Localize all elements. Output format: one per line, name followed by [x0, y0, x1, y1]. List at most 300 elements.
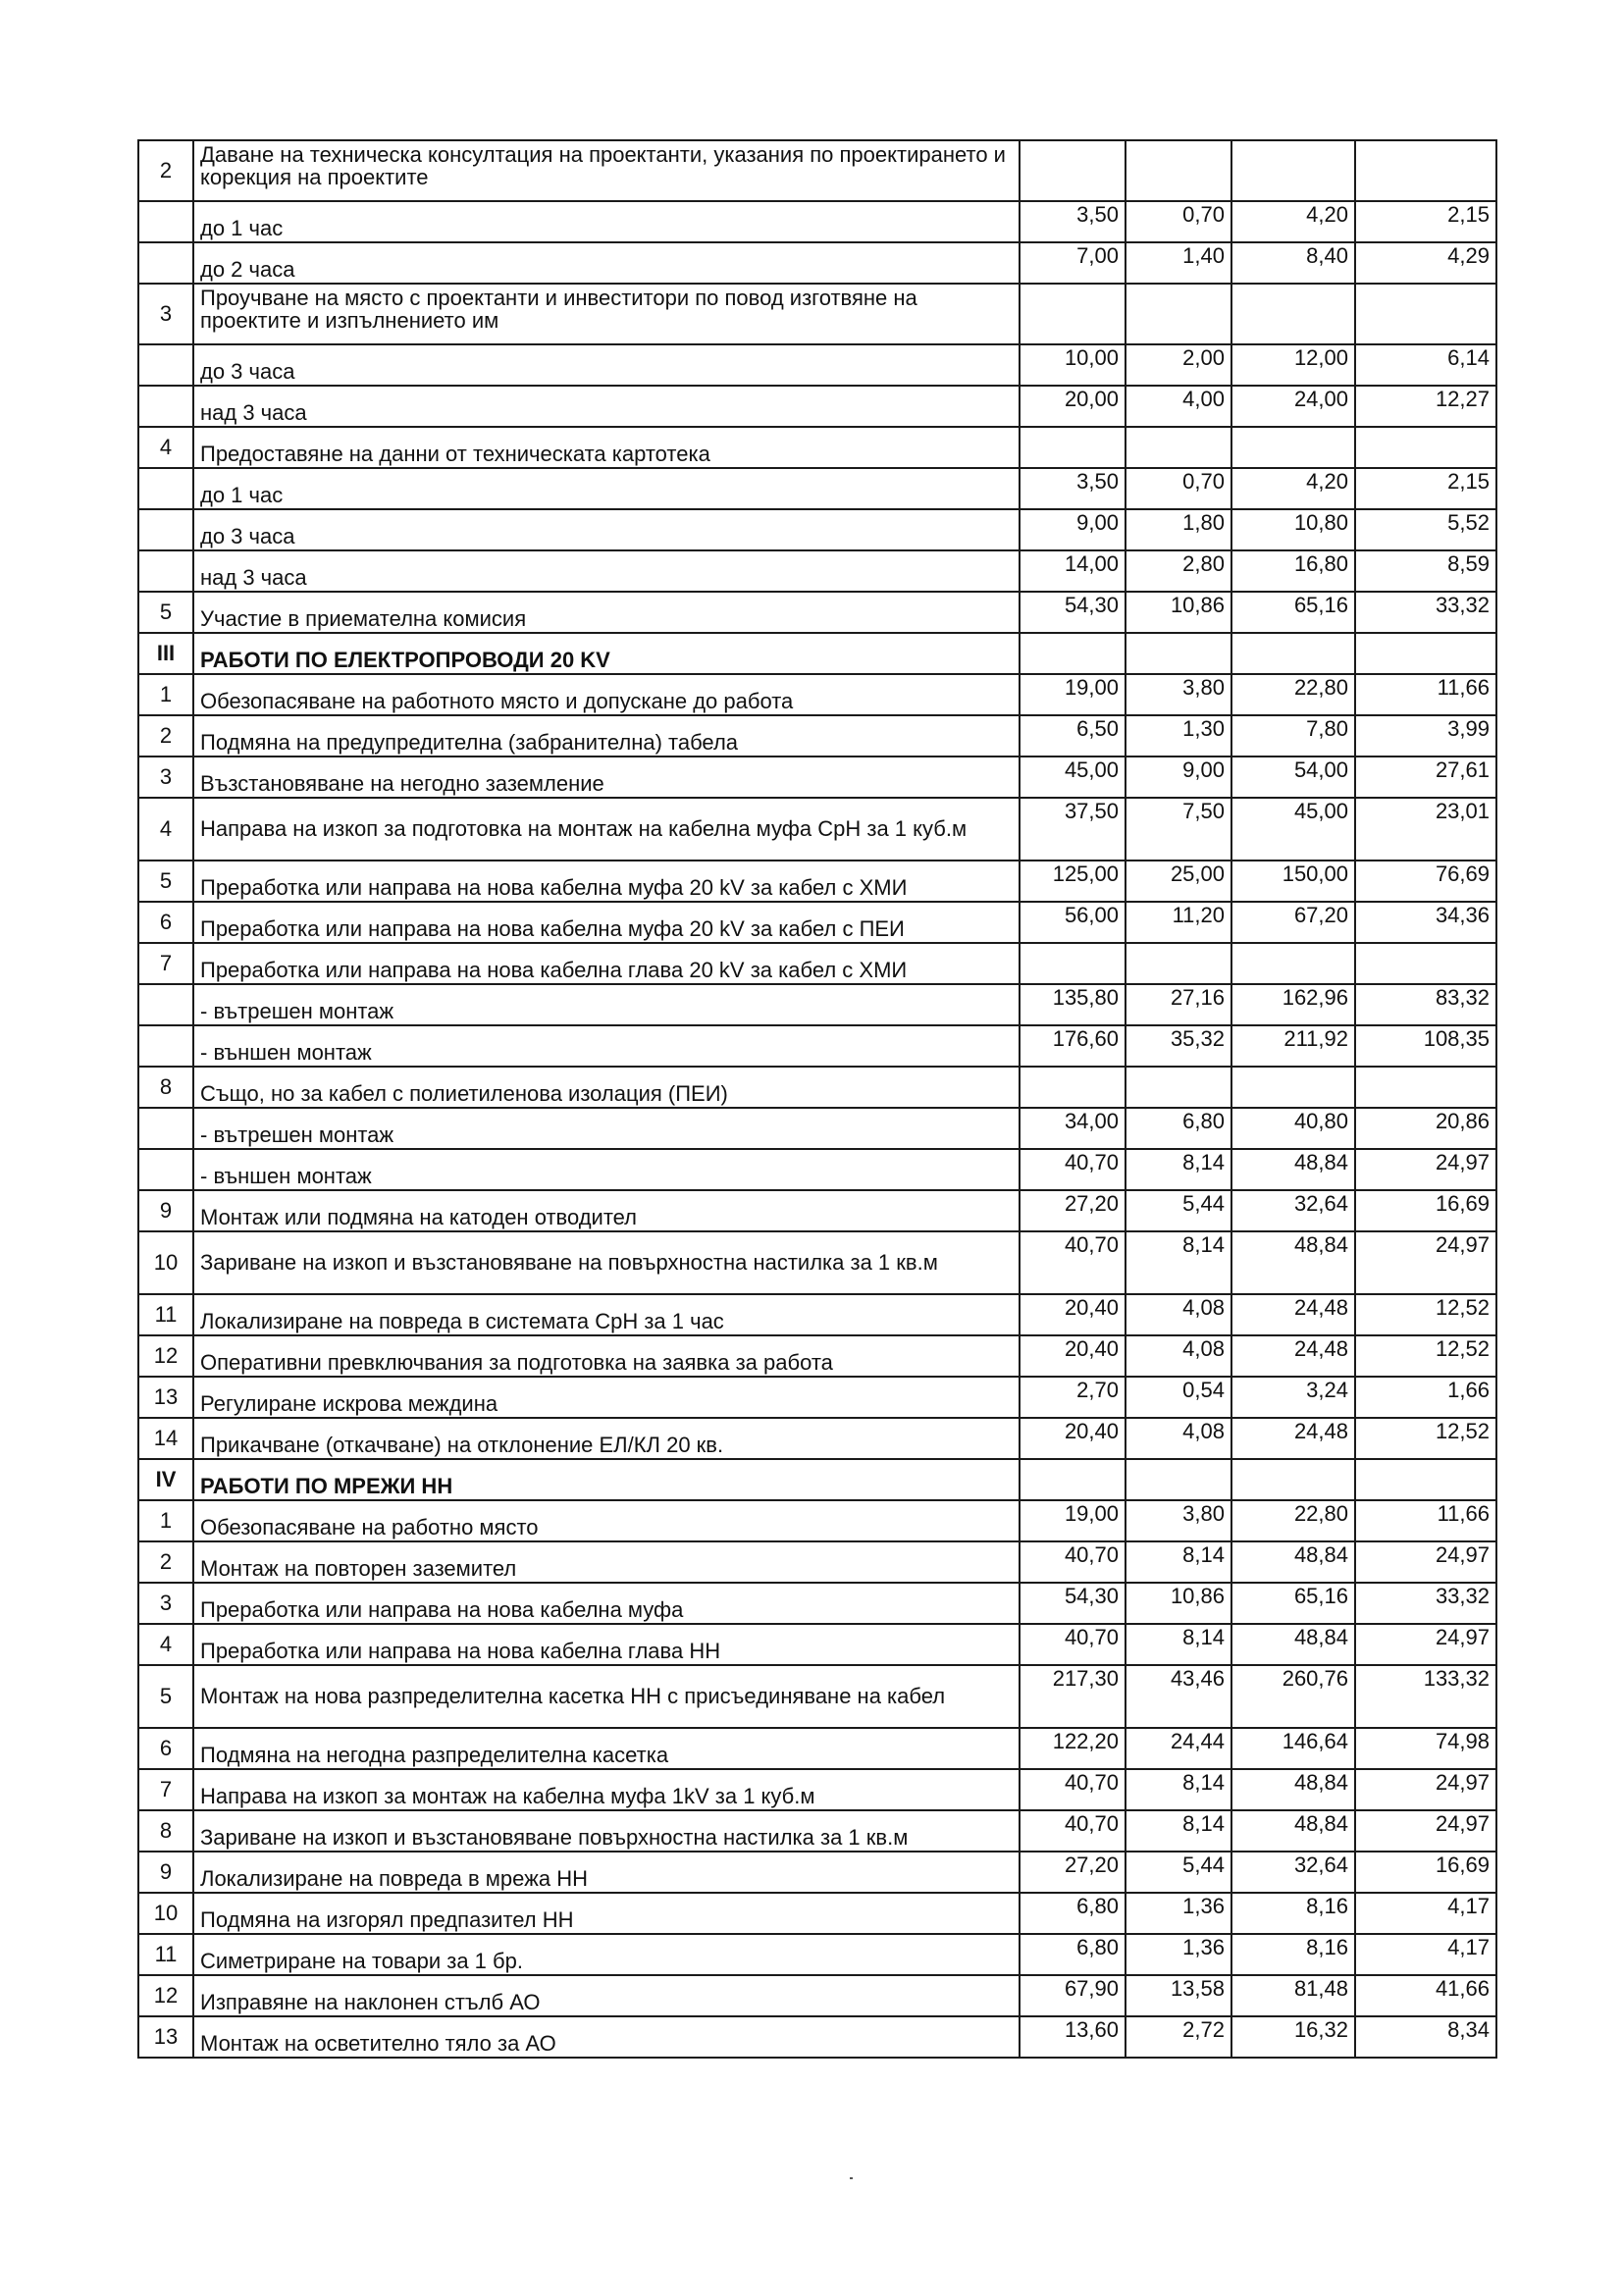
row-number: 8 — [138, 1810, 193, 1852]
section-header-row — [138, 633, 1496, 674]
row-description: Монтаж или подмяна на катоден отводител — [193, 1190, 1020, 1231]
value-col-4: 24,97 — [1355, 1231, 1496, 1294]
row-description: - вътрешен монтаж — [193, 1108, 1020, 1149]
value-col-2 — [1126, 427, 1231, 468]
value-col-4: 12,27 — [1355, 386, 1496, 427]
value-col-1 — [1020, 427, 1126, 468]
row-description: Зариване на изкоп и възстановяване повърхностна настилка за 1 кв.м — [193, 1810, 1020, 1852]
value-col-1: 40,70 — [1020, 1149, 1126, 1190]
value-col-3: 22,80 — [1231, 1500, 1355, 1541]
value-col-3: 24,48 — [1231, 1335, 1355, 1377]
value-col-4: 4,17 — [1355, 1934, 1496, 1975]
row-number: 3 — [138, 757, 193, 798]
value-col-2: 5,44 — [1126, 1190, 1231, 1231]
row-description: Локализиране на повреда в мрежа НН — [193, 1852, 1020, 1893]
row-description: Направа на изкоп за монтаж на кабелна муфа 1kV за 1 куб.м — [193, 1769, 1020, 1810]
value-col-3 — [1231, 633, 1355, 674]
table-row — [138, 1190, 1496, 1231]
value-col-1: 20,40 — [1020, 1294, 1126, 1335]
row-number — [138, 1149, 193, 1190]
row-description: - външен монтаж — [193, 1149, 1020, 1190]
row-description: до 1 час — [193, 468, 1020, 509]
value-col-2: 4,08 — [1126, 1418, 1231, 1459]
sub-item-row — [138, 550, 1496, 592]
row-number: 13 — [138, 1377, 193, 1418]
value-col-1: 122,20 — [1020, 1728, 1126, 1769]
value-col-1: 40,70 — [1020, 1769, 1126, 1810]
row-number: 12 — [138, 1975, 193, 2016]
value-col-1: 3,50 — [1020, 201, 1126, 242]
value-col-4: 74,98 — [1355, 1728, 1496, 1769]
row-description: Участие в приемателна комисия — [193, 592, 1020, 633]
value-col-1: 14,00 — [1020, 550, 1126, 592]
value-col-1: 37,50 — [1020, 798, 1126, 861]
price-table — [137, 139, 1497, 2059]
row-number: 14 — [138, 1418, 193, 1459]
value-col-2: 10,86 — [1126, 592, 1231, 633]
value-col-3: 54,00 — [1231, 757, 1355, 798]
value-col-2: 7,50 — [1126, 798, 1231, 861]
row-description: Преработка или направа на нова кабелна муфа — [193, 1583, 1020, 1624]
value-col-3: 16,32 — [1231, 2016, 1355, 2058]
value-col-2: 25,00 — [1126, 861, 1231, 902]
row-number — [138, 201, 193, 242]
value-col-3: 260,76 — [1231, 1665, 1355, 1728]
table-row — [138, 943, 1496, 984]
value-col-2: 8,14 — [1126, 1624, 1231, 1665]
value-col-3 — [1231, 140, 1355, 201]
row-description: до 1 час — [193, 201, 1020, 242]
value-col-1: 34,00 — [1020, 1108, 1126, 1149]
row-number: 4 — [138, 798, 193, 861]
row-number: 5 — [138, 1665, 193, 1728]
value-col-1 — [1020, 140, 1126, 201]
row-description: Преработка или направа на нова кабелна глава 20 kV за кабел с ХМИ — [193, 943, 1020, 984]
row-description: Зариване на изкоп и възстановяване на повърхностна настилка за 1 кв.м — [193, 1231, 1020, 1294]
value-col-2: 1,80 — [1126, 509, 1231, 550]
value-col-4: 27,61 — [1355, 757, 1496, 798]
sub-item-row — [138, 386, 1496, 427]
value-col-3: 146,64 — [1231, 1728, 1355, 1769]
value-col-1 — [1020, 284, 1126, 344]
value-col-2: 3,80 — [1126, 674, 1231, 715]
table-row — [138, 674, 1496, 715]
row-description: над 3 часа — [193, 386, 1020, 427]
sub-item-row — [138, 984, 1496, 1025]
value-col-3: 4,20 — [1231, 201, 1355, 242]
value-col-2: 2,00 — [1126, 344, 1231, 386]
value-col-1: 7,00 — [1020, 242, 1126, 284]
table-row — [138, 140, 1496, 201]
table-row — [138, 902, 1496, 943]
table-row — [138, 427, 1496, 468]
row-number — [138, 509, 193, 550]
row-description: Регулиране искрова междина — [193, 1377, 1020, 1418]
row-description: Изправяне на наклонен стълб АО — [193, 1975, 1020, 2016]
table-row — [138, 757, 1496, 798]
table-row — [138, 861, 1496, 902]
value-col-2: 43,46 — [1126, 1665, 1231, 1728]
value-col-4 — [1355, 633, 1496, 674]
value-col-4: 24,97 — [1355, 1149, 1496, 1190]
value-col-1: 54,30 — [1020, 1583, 1126, 1624]
value-col-4 — [1355, 1459, 1496, 1500]
value-col-3: 24,00 — [1231, 386, 1355, 427]
value-col-1: 9,00 — [1020, 509, 1126, 550]
value-col-4: 5,52 — [1355, 509, 1496, 550]
value-col-2: 9,00 — [1126, 757, 1231, 798]
value-col-3: 32,64 — [1231, 1190, 1355, 1231]
value-col-4: 16,69 — [1355, 1852, 1496, 1893]
value-col-3: 12,00 — [1231, 344, 1355, 386]
value-col-3: 8,16 — [1231, 1934, 1355, 1975]
table-row — [138, 1624, 1496, 1665]
row-number: 10 — [138, 1231, 193, 1294]
row-description: Симетриране на товари за 1 бр. — [193, 1934, 1020, 1975]
value-col-2: 1,40 — [1126, 242, 1231, 284]
value-col-4: 12,52 — [1355, 1335, 1496, 1377]
row-description: Преработка или направа на нова кабелна муфа 20 kV за кабел с ХМИ — [193, 861, 1020, 902]
value-col-4: 4,29 — [1355, 242, 1496, 284]
value-col-4: 2,15 — [1355, 201, 1496, 242]
value-col-4: 1,66 — [1355, 1377, 1496, 1418]
value-col-1: 135,80 — [1020, 984, 1126, 1025]
value-col-2: 6,80 — [1126, 1108, 1231, 1149]
row-description: Подмяна на изгорял предпазител НН — [193, 1893, 1020, 1934]
value-col-4: 16,69 — [1355, 1190, 1496, 1231]
value-col-4: 8,34 — [1355, 2016, 1496, 2058]
row-number: 2 — [138, 715, 193, 757]
row-description: - външен монтаж — [193, 1025, 1020, 1067]
row-number — [138, 1108, 193, 1149]
row-description: РАБОТИ ПО МРЕЖИ НН — [193, 1459, 1020, 1500]
table-row — [138, 1541, 1496, 1583]
value-col-4: 83,32 — [1355, 984, 1496, 1025]
value-col-4 — [1355, 427, 1496, 468]
row-number — [138, 468, 193, 509]
row-number: 11 — [138, 1934, 193, 1975]
value-col-2 — [1126, 633, 1231, 674]
value-col-2: 13,58 — [1126, 1975, 1231, 2016]
value-col-4: 24,97 — [1355, 1810, 1496, 1852]
value-col-4: 133,32 — [1355, 1665, 1496, 1728]
value-col-2: 8,14 — [1126, 1231, 1231, 1294]
row-number: 7 — [138, 943, 193, 984]
row-number: 7 — [138, 1769, 193, 1810]
row-number: 11 — [138, 1294, 193, 1335]
row-number: 13 — [138, 2016, 193, 2058]
value-col-2: 0,54 — [1126, 1377, 1231, 1418]
value-col-3: 48,84 — [1231, 1769, 1355, 1810]
sub-item-row — [138, 1149, 1496, 1190]
value-col-4 — [1355, 140, 1496, 201]
table-row — [138, 1934, 1496, 1975]
value-col-1: 19,00 — [1020, 1500, 1126, 1541]
value-col-3: 211,92 — [1231, 1025, 1355, 1067]
value-col-3 — [1231, 1067, 1355, 1108]
value-col-3 — [1231, 943, 1355, 984]
value-col-2: 5,44 — [1126, 1852, 1231, 1893]
value-col-1: 20,00 — [1020, 386, 1126, 427]
value-col-3: 48,84 — [1231, 1231, 1355, 1294]
row-number: 2 — [138, 140, 193, 201]
table-row — [138, 1810, 1496, 1852]
table-row — [138, 1583, 1496, 1624]
row-number: 4 — [138, 427, 193, 468]
row-number: 6 — [138, 902, 193, 943]
row-description: Възстановяване на негодно заземление — [193, 757, 1020, 798]
value-col-2: 11,20 — [1126, 902, 1231, 943]
row-number: 3 — [138, 1583, 193, 1624]
row-number: 6 — [138, 1728, 193, 1769]
row-description: Монтаж на повторен заземител — [193, 1541, 1020, 1583]
value-col-1: 20,40 — [1020, 1335, 1126, 1377]
value-col-4: 41,66 — [1355, 1975, 1496, 2016]
value-col-2: 1,36 — [1126, 1934, 1231, 1975]
value-col-3: 16,80 — [1231, 550, 1355, 592]
value-col-4: 20,86 — [1355, 1108, 1496, 1149]
sub-item-row — [138, 509, 1496, 550]
value-col-4: 11,66 — [1355, 1500, 1496, 1541]
row-description: РАБОТИ ПО ЕЛЕКТРОПРОВОДИ 20 KV — [193, 633, 1020, 674]
row-number — [138, 242, 193, 284]
value-col-3: 48,84 — [1231, 1624, 1355, 1665]
row-description: Преработка или направа на нова кабелна глава НН — [193, 1624, 1020, 1665]
value-col-2 — [1126, 140, 1231, 201]
value-col-1: 45,00 — [1020, 757, 1126, 798]
value-col-4: 12,52 — [1355, 1294, 1496, 1335]
value-col-2: 3,80 — [1126, 1500, 1231, 1541]
row-number — [138, 344, 193, 386]
value-col-1: 40,70 — [1020, 1624, 1126, 1665]
value-col-1: 6,80 — [1020, 1934, 1126, 1975]
value-col-1: 10,00 — [1020, 344, 1126, 386]
value-col-2: 8,14 — [1126, 1541, 1231, 1583]
row-description: до 3 часа — [193, 344, 1020, 386]
value-col-2 — [1126, 1459, 1231, 1500]
value-col-1: 125,00 — [1020, 861, 1126, 902]
row-number: 1 — [138, 1500, 193, 1541]
row-number: 3 — [138, 284, 193, 344]
value-col-2: 10,86 — [1126, 1583, 1231, 1624]
value-col-4 — [1355, 284, 1496, 344]
row-number: 5 — [138, 861, 193, 902]
value-col-3: 67,20 — [1231, 902, 1355, 943]
table-row — [138, 1893, 1496, 1934]
row-description: Монтаж на нова разпределителна касетка НН с присъединяване на кабел — [193, 1665, 1020, 1728]
row-number: 5 — [138, 592, 193, 633]
row-number: 9 — [138, 1852, 193, 1893]
value-col-1: 176,60 — [1020, 1025, 1126, 1067]
value-col-1: 19,00 — [1020, 674, 1126, 715]
sub-item-row — [138, 242, 1496, 284]
value-col-4: 4,17 — [1355, 1893, 1496, 1934]
value-col-3: 8,16 — [1231, 1893, 1355, 1934]
row-description: Монтаж на осветително тяло за АО — [193, 2016, 1020, 2058]
value-col-4: 23,01 — [1355, 798, 1496, 861]
value-col-1: 27,20 — [1020, 1852, 1126, 1893]
row-number: 2 — [138, 1541, 193, 1583]
sub-item-row — [138, 468, 1496, 509]
value-col-1: 6,80 — [1020, 1893, 1126, 1934]
table-row — [138, 1067, 1496, 1108]
sub-item-row — [138, 1108, 1496, 1149]
value-col-2: 4,08 — [1126, 1335, 1231, 1377]
row-description: - вътрешен монтаж — [193, 984, 1020, 1025]
value-col-3: 65,16 — [1231, 1583, 1355, 1624]
value-col-4: 2,15 — [1355, 468, 1496, 509]
row-number: III — [138, 633, 193, 674]
value-col-3: 4,20 — [1231, 468, 1355, 509]
value-col-1: 40,70 — [1020, 1541, 1126, 1583]
value-col-3 — [1231, 284, 1355, 344]
table-row — [138, 1418, 1496, 1459]
value-col-2: 8,14 — [1126, 1810, 1231, 1852]
value-col-2: 8,14 — [1126, 1149, 1231, 1190]
value-col-4: 12,52 — [1355, 1418, 1496, 1459]
row-description: Също, но за кабел с полиетиленова изолация (ПЕИ) — [193, 1067, 1020, 1108]
row-description: Подмяна на предупредителна (забранителна) табела — [193, 715, 1020, 757]
row-number — [138, 984, 193, 1025]
row-description: Обезопасяване на работно място — [193, 1500, 1020, 1541]
value-col-2: 27,16 — [1126, 984, 1231, 1025]
value-col-1 — [1020, 943, 1126, 984]
price-table-body — [138, 140, 1496, 2058]
sub-item-row — [138, 344, 1496, 386]
value-col-2: 0,70 — [1126, 201, 1231, 242]
table-row — [138, 592, 1496, 633]
value-col-2: 1,36 — [1126, 1893, 1231, 1934]
table-row — [138, 1335, 1496, 1377]
value-col-3: 24,48 — [1231, 1294, 1355, 1335]
value-col-3: 48,84 — [1231, 1149, 1355, 1190]
value-col-4: 34,36 — [1355, 902, 1496, 943]
value-col-3: 65,16 — [1231, 592, 1355, 633]
value-col-1 — [1020, 633, 1126, 674]
value-col-2: 4,00 — [1126, 386, 1231, 427]
value-col-4: 76,69 — [1355, 861, 1496, 902]
value-col-4: 108,35 — [1355, 1025, 1496, 1067]
value-col-3 — [1231, 1459, 1355, 1500]
row-description: Локализиране на повреда в системата СрН за 1 час — [193, 1294, 1020, 1335]
value-col-3: 32,64 — [1231, 1852, 1355, 1893]
row-description: над 3 часа — [193, 550, 1020, 592]
row-number — [138, 386, 193, 427]
value-col-1: 20,40 — [1020, 1418, 1126, 1459]
row-number: 1 — [138, 674, 193, 715]
value-col-2: 0,70 — [1126, 468, 1231, 509]
value-col-3: 162,96 — [1231, 984, 1355, 1025]
table-row — [138, 1728, 1496, 1769]
value-col-1 — [1020, 1459, 1126, 1500]
value-col-2: 35,32 — [1126, 1025, 1231, 1067]
section-header-row — [138, 1459, 1496, 1500]
table-row — [138, 2016, 1496, 2058]
value-col-3: 48,84 — [1231, 1541, 1355, 1583]
value-col-4: 24,97 — [1355, 1541, 1496, 1583]
row-description: Прикачване (откачване) на отклонение ЕЛ/КЛ 20 кв. — [193, 1418, 1020, 1459]
value-col-4: 33,32 — [1355, 592, 1496, 633]
row-number: 9 — [138, 1190, 193, 1231]
table-row — [138, 1231, 1496, 1294]
value-col-1: 40,70 — [1020, 1231, 1126, 1294]
value-col-2 — [1126, 284, 1231, 344]
value-col-3: 7,80 — [1231, 715, 1355, 757]
row-number — [138, 1025, 193, 1067]
value-col-2: 8,14 — [1126, 1769, 1231, 1810]
value-col-2: 4,08 — [1126, 1294, 1231, 1335]
value-col-4: 3,99 — [1355, 715, 1496, 757]
value-col-1: 13,60 — [1020, 2016, 1126, 2058]
value-col-1: 2,70 — [1020, 1377, 1126, 1418]
row-description: Даване на техническа консултация на проектанти, указания по проектирането и корекция на проектите — [193, 140, 1020, 201]
table-row — [138, 1665, 1496, 1728]
value-col-4: 8,59 — [1355, 550, 1496, 592]
value-col-1: 56,00 — [1020, 902, 1126, 943]
page-mark — [850, 2177, 853, 2179]
value-col-3: 8,40 — [1231, 242, 1355, 284]
row-description: Предоставяне на данни от техническата картотека — [193, 427, 1020, 468]
row-description: Подмяна на негодна разпределителна касетка — [193, 1728, 1020, 1769]
table-row — [138, 715, 1496, 757]
value-col-3: 10,80 — [1231, 509, 1355, 550]
table-row — [138, 1975, 1496, 2016]
value-col-4 — [1355, 943, 1496, 984]
table-row — [138, 1769, 1496, 1810]
value-col-3: 150,00 — [1231, 861, 1355, 902]
row-number: 12 — [138, 1335, 193, 1377]
value-col-2: 24,44 — [1126, 1728, 1231, 1769]
row-description: Оперативни превключвания за подготовка на заявка за работа — [193, 1335, 1020, 1377]
sub-item-row — [138, 201, 1496, 242]
value-col-1: 217,30 — [1020, 1665, 1126, 1728]
value-col-4: 6,14 — [1355, 344, 1496, 386]
value-col-4: 24,97 — [1355, 1624, 1496, 1665]
table-row — [138, 798, 1496, 861]
value-col-3 — [1231, 427, 1355, 468]
row-number: 10 — [138, 1893, 193, 1934]
value-col-3: 24,48 — [1231, 1418, 1355, 1459]
value-col-3: 45,00 — [1231, 798, 1355, 861]
row-number: 4 — [138, 1624, 193, 1665]
row-description: до 2 часа — [193, 242, 1020, 284]
value-col-1: 54,30 — [1020, 592, 1126, 633]
value-col-2 — [1126, 1067, 1231, 1108]
row-description: до 3 часа — [193, 509, 1020, 550]
table-row — [138, 1294, 1496, 1335]
row-number — [138, 550, 193, 592]
sub-item-row — [138, 1025, 1496, 1067]
value-col-1: 40,70 — [1020, 1810, 1126, 1852]
row-description: Преработка или направа на нова кабелна муфа 20 kV за кабел с ПЕИ — [193, 902, 1020, 943]
row-description: Направа на изкоп за подготовка на монтаж на кабелна муфа СрН за 1 куб.м — [193, 798, 1020, 861]
value-col-2: 2,72 — [1126, 2016, 1231, 2058]
value-col-4 — [1355, 1067, 1496, 1108]
row-number: IV — [138, 1459, 193, 1500]
value-col-2: 2,80 — [1126, 550, 1231, 592]
value-col-3: 48,84 — [1231, 1810, 1355, 1852]
row-description: Обезопасяване на работното място и допускане до работа — [193, 674, 1020, 715]
value-col-3: 81,48 — [1231, 1975, 1355, 2016]
value-col-3: 3,24 — [1231, 1377, 1355, 1418]
table-row — [138, 1852, 1496, 1893]
row-description: Проучване на място с проектанти и инвеститори по повод изготвяне на проектите и изпълнението им — [193, 284, 1020, 344]
value-col-3: 40,80 — [1231, 1108, 1355, 1149]
table-row — [138, 1377, 1496, 1418]
table-row — [138, 284, 1496, 344]
value-col-1: 27,20 — [1020, 1190, 1126, 1231]
value-col-4: 33,32 — [1355, 1583, 1496, 1624]
